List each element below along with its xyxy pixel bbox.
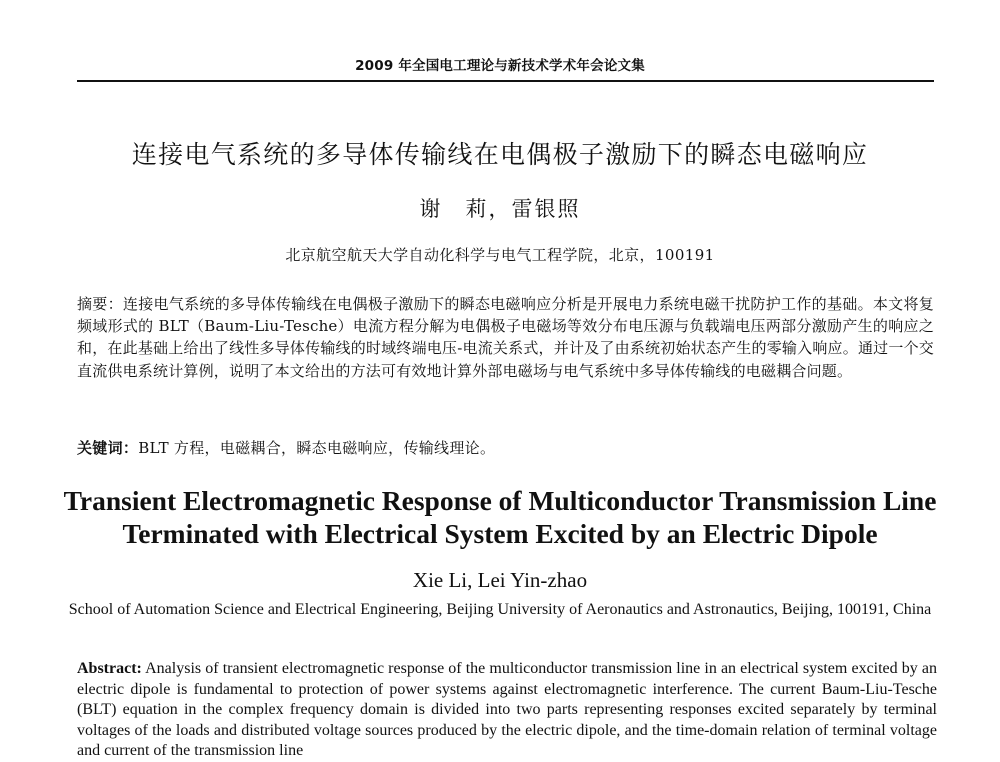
running-header: 2009 年全国电工理论与新技术学术年会论文集 bbox=[355, 58, 645, 74]
chinese-keywords-text: BLT 方程，电磁耦合，瞬态电磁响应，传输线理论。 bbox=[138, 439, 496, 457]
english-abstract bbox=[77, 659, 937, 762]
english-abstract-text: Analysis of transient electromagnetic response of the multiconductor transmission line in an electrical system excited by an electric dipole is fundamental to protection of power systems against electromagnetic interference. The current Baum-Liu-Tesche (BLT) equation in the complex frequency domain is divided into two parts representing responses excited separately by terminal voltages of the loads and distributed voltage sources produced by the electric dipole, and the time-domain relation of terminal voltage and current of the transmission line bbox=[77, 660, 937, 760]
chinese-title: 连接电气系统的多导体传输线在电偶极子激励下的瞬态电磁响应 bbox=[131, 140, 869, 169]
chinese-keywords-label: 关键词： bbox=[77, 439, 139, 457]
chinese-keywords bbox=[77, 437, 934, 458]
chinese-authors: 谢 莉，雷银照 bbox=[419, 197, 581, 221]
english-authors: Xie Li, Lei Yin-zhao bbox=[412, 568, 588, 592]
chinese-abstract bbox=[77, 293, 934, 382]
chinese-abstract-label: 摘要： bbox=[77, 295, 123, 313]
chinese-abstract-text: 连接电气系统的多导体传输线在电偶极子激励下的瞬态电磁响应分析是开展电力系统电磁干扰防护工作的基础。本文将复频域形式的 BLT（Baum-Liu-Tesche）电流方程分解为电偶极子电磁场等效分布电压源与负载端电压两部分激励产生的响应之和，在此基础上给出了线性多导体传输线的时域终端电压-电流关系式，并计及了由系统初始状态产生的零输入响应。通过一个交直流供电系统计算例，说明了本文给出的方法可有效地计算外部电磁场与电气系统中多导体传输线的电磁耦合问题。 bbox=[77, 295, 934, 380]
english-affiliation: School of Automation Science and Electrical Engineering, Beijing University of Aeronautics and Astronautics, Beijing, 100191, China bbox=[68, 601, 932, 618]
english-title: Transient Electromagnetic Response of Multiconductor Transmission Line Terminated with Electrical System Excited by an Electric Dipole bbox=[63, 485, 937, 549]
chinese-affiliation: 北京航空航天大学自动化科学与电气工程学院，北京，100191 bbox=[285, 246, 715, 264]
english-abstract-label: Abstract: bbox=[77, 660, 142, 677]
header-rule bbox=[77, 80, 934, 82]
